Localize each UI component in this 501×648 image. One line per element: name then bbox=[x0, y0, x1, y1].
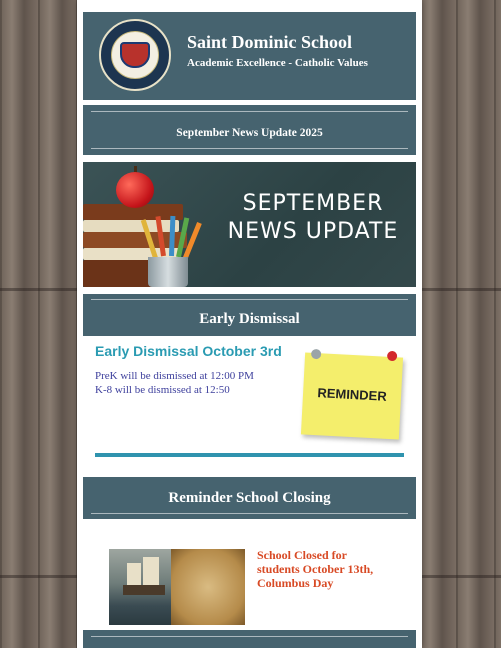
dismissal-line-k8: K-8 will be dismissed at 12:50 bbox=[95, 384, 230, 396]
early-dismissal-title: Early Dismissal bbox=[199, 311, 300, 327]
school-name: Saint Dominic School bbox=[187, 32, 353, 52]
banner-title: SEPTEMBER NEWS UPDATE bbox=[227, 191, 399, 244]
school-tagline: Academic Excellence - Catholic Values bbox=[187, 57, 368, 69]
ship-map-image bbox=[109, 549, 245, 625]
school-header bbox=[83, 12, 416, 100]
newsletter-page bbox=[77, 0, 422, 648]
reminder-note bbox=[301, 352, 403, 439]
pushpin-icon bbox=[311, 349, 322, 360]
next-section-bar bbox=[83, 630, 416, 648]
early-dismissal-heading: Early Dismissal October 3rd bbox=[95, 343, 282, 359]
apple-icon bbox=[116, 172, 154, 208]
school-closing-title: Reminder School Closing bbox=[168, 490, 331, 506]
pushpin-icon bbox=[387, 351, 398, 362]
section-divider bbox=[95, 453, 404, 457]
september-banner-image bbox=[83, 162, 416, 287]
news-update-label: September News Update 2025 bbox=[176, 127, 323, 139]
pencil-cup-icon bbox=[148, 257, 188, 287]
early-dismissal-bar bbox=[83, 294, 416, 336]
reminder-note-text: REMINDER bbox=[317, 385, 388, 404]
school-seal-icon bbox=[99, 19, 171, 91]
school-closing-bar bbox=[83, 477, 416, 519]
school-closed-text: School Closed for students October 13th, Columbus Day bbox=[257, 548, 374, 590]
news-update-bar bbox=[83, 105, 416, 155]
dismissal-line-prek: PreK will be dismissed at 12:00 PM bbox=[95, 370, 254, 382]
